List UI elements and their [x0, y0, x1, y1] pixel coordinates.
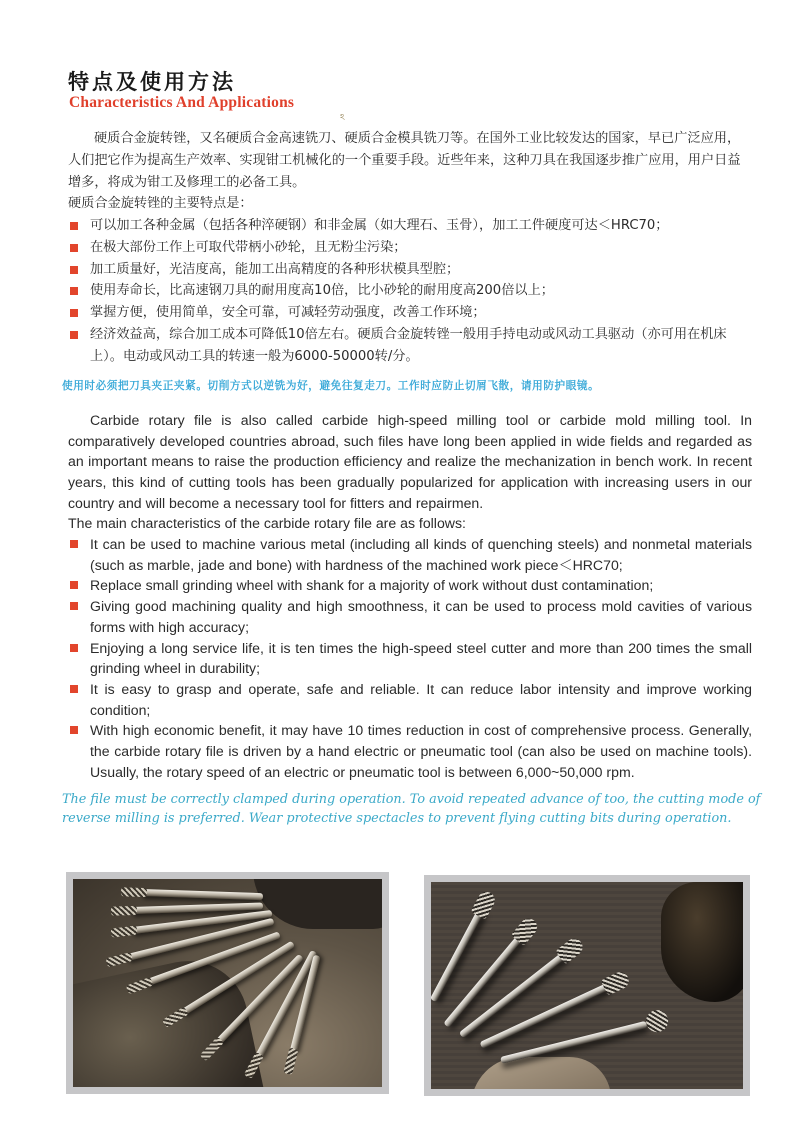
chinese-safety-warning: 使用时必须把刀具夹正夹紧。切削方式以逆铣为好，避免往复走刀。工作时应防止切屑飞散，请用防护眼镜。 — [62, 380, 600, 392]
feature-text: 加工质量好，光洁度高，能加工出高精度的各种形状模具型腔； — [90, 261, 460, 277]
feature-text: Enjoying a long service life, it is ten times the high-speed steel cutter and more than 200 times the small grinding wheel in durability; — [90, 639, 752, 677]
list-item — [68, 237, 752, 259]
dark-stone — [661, 882, 743, 1002]
bullet-square-icon — [70, 331, 78, 339]
feature-text: It is easy to grasp and operate, safe and reliable. It can reduce labor intensity and improve working condition; — [90, 680, 752, 718]
feature-text: 掌握方便，使用简单，安全可靠，可减轻劳动强度，改善工作环境； — [90, 305, 486, 321]
feature-text: Replace small grinding wheel with shank for a majority of work without dust contamination; — [90, 577, 654, 594]
english-features-list — [68, 534, 752, 782]
list-item — [68, 259, 752, 281]
page-title-chinese: 特点及使用方法 — [68, 69, 236, 94]
photo-right-image — [431, 882, 743, 1089]
print-speck: ঽ — [340, 112, 345, 122]
bullet-square-icon — [70, 540, 78, 548]
page-title-english: Characteristics And Applications — [69, 94, 295, 111]
light-stone — [471, 1057, 611, 1089]
feature-text: With high economic benefit, it may have 10 times reduction in cost of comprehensive process. Generally, the carbide rotary file is driven by a hand electric or pneumatic tool (can also be used on machine tools). Usually, the rotary speed of an electric or pneumatic tool is between 6,000~50,000 rpm. — [90, 722, 752, 780]
bullet-square-icon — [70, 581, 78, 589]
chinese-intro-paragraph: 硬质合金旋转锉，又名硬质合金高速铣刀、硬质合金模具铣刀等。在国外工业比较发达的国家，早已广泛应用，人们把它作为提高生产效率、实现钳工机械化的一个重要手段。近些年来，这种刀具在我国逐步推广应用，用户日益增多，将成为钳工及修理工的必备工具。 — [68, 131, 741, 190]
list-item — [68, 324, 752, 368]
bullet-square-icon — [70, 244, 78, 252]
feature-text: 经济效益高，综合加工成本可降低10倍左右。硬质合金旋转锉一般用手持电动或风动工具驱动（亦可用在机床上）。电动或风动工具的转速一般为6000-50000转/分。 — [90, 326, 727, 364]
bullet-square-icon — [70, 309, 78, 317]
carbide-burr — [143, 889, 263, 900]
bullet-square-icon — [70, 287, 78, 295]
carbide-burr — [133, 902, 263, 914]
chinese-features-list — [68, 215, 752, 368]
feature-text: It can be used to machine various metal (including all kinds of quenching steels) and nonmetal materials (such as marble, jade and bone) with hardness of the machined work piece＜HRC70; — [90, 536, 752, 573]
feature-text: 使用寿命长，比高速钢刀具的耐用度高10倍，比小砂轮的耐用度高200倍以上； — [90, 283, 554, 299]
list-item — [68, 280, 752, 302]
bullet-square-icon — [70, 222, 78, 230]
list-item — [68, 679, 752, 720]
list-item — [68, 534, 752, 575]
bullet-square-icon — [70, 602, 78, 610]
product-photo-left — [66, 872, 389, 1094]
list-item — [68, 215, 752, 237]
list-item — [68, 720, 752, 782]
list-item — [68, 638, 752, 679]
chinese-features-lead: 硬质合金旋转锉的主要特点是： — [68, 196, 253, 211]
bullet-square-icon — [70, 685, 78, 693]
feature-text: 可以加工各种金属（包括各种淬硬钢）和非金属（如大理石、玉骨），加工工件硬度可达＜HRC70； — [90, 218, 669, 233]
list-item — [68, 575, 752, 596]
list-item — [68, 596, 752, 637]
bullet-square-icon — [70, 644, 78, 652]
english-intro-paragraph: Carbide rotary file is also called carbide high-speed milling tool or carbide mold milling tool. In comparatively developed countries abroad, such files have long been applied in wide fields and regarded as an important means to raise the production efficiency and realize the mechanization in bench work. In recent years, this kind of cutting tools has been gradually popularized for application with increasing users in our country and will become a necessary tool for fitters and repairmen. — [68, 412, 752, 511]
product-photo-right — [424, 875, 750, 1096]
english-features-lead: The main characteristics of the carbide rotary file are as follows: — [68, 515, 466, 531]
photo-left-image — [73, 879, 382, 1087]
bullet-square-icon — [70, 726, 78, 734]
feature-text: Giving good machining quality and high smoothness, it can be used to process mold cavities of various forms with high accuracy; — [90, 598, 752, 635]
feature-text: 在极大部份工作上可取代带柄小砂轮，且无粉尘污染； — [90, 239, 407, 255]
english-safety-warning: The file must be correctly clamped during operation. To avoid repeated advance of too, the cutting mode of reverse milling is preferred. Wear protective spectacles to prevent flying cutting bits during operation. — [62, 792, 761, 826]
bullet-square-icon — [70, 266, 78, 274]
list-item — [68, 302, 752, 324]
